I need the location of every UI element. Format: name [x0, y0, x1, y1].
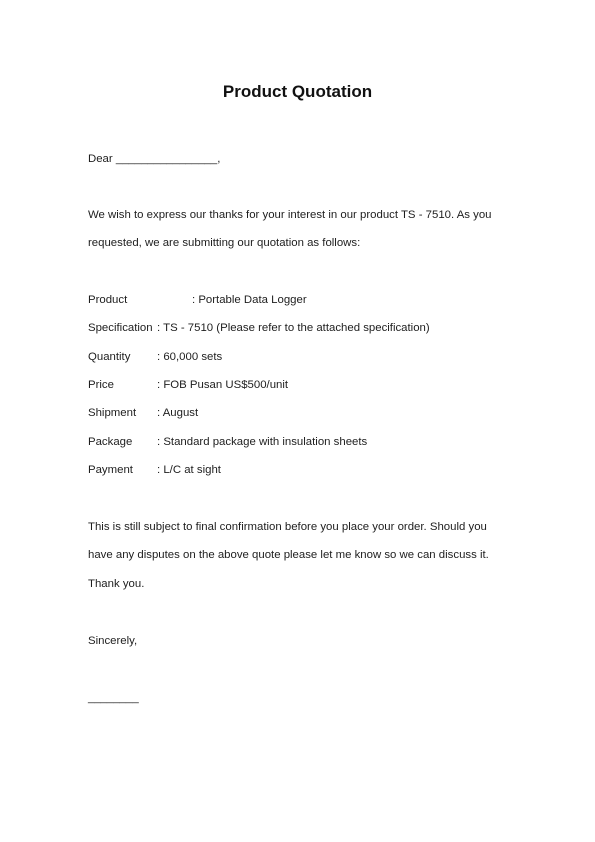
salutation: Dear ________________,: [88, 153, 221, 165]
spec-value: : 60,000 sets: [157, 351, 223, 363]
spec-row-product: [88, 294, 307, 306]
spec-row-quantity: [88, 351, 223, 363]
spec-row-specification: [88, 322, 430, 334]
spec-value: : August: [157, 407, 199, 419]
spec-row-shipment: [88, 407, 199, 419]
document-title: Product Quotation: [222, 82, 373, 101]
spec-label: Price: [88, 379, 114, 391]
closing-line-1: This is still subject to final confirmation before you place your order. Should you: [88, 521, 487, 533]
spec-label: Product: [88, 294, 128, 306]
spec-value: : FOB Pusan US$500/unit: [157, 379, 289, 391]
spec-row-package: [88, 436, 368, 448]
intro-line-2: requested, we are submitting our quotation as follows:: [88, 237, 361, 249]
spec-row-price: [88, 379, 289, 391]
spec-value: : L/C at sight: [157, 464, 221, 476]
spec-value: : TS - 7510 (Please refer to the attached specification): [157, 322, 430, 334]
spec-label: Shipment: [88, 407, 137, 419]
spec-label: Package: [88, 436, 133, 448]
signature-line: ________: [88, 692, 139, 704]
spec-label: Payment: [88, 464, 133, 476]
closing-line-3: Thank you.: [88, 578, 145, 590]
spec-row-payment: [88, 464, 221, 476]
spec-label: Quantity: [88, 351, 131, 363]
spec-value: : Portable Data Logger: [192, 294, 307, 306]
signoff: Sincerely,: [88, 635, 138, 647]
intro-line-1: We wish to express our thanks for your interest in our product TS - 7510. As you: [88, 209, 492, 221]
spec-label: Specification: [88, 322, 153, 334]
closing-line-2: have any disputes on the above quote please let me know so we can discuss it.: [88, 549, 489, 561]
spec-value: : Standard package with insulation sheets: [157, 436, 368, 448]
